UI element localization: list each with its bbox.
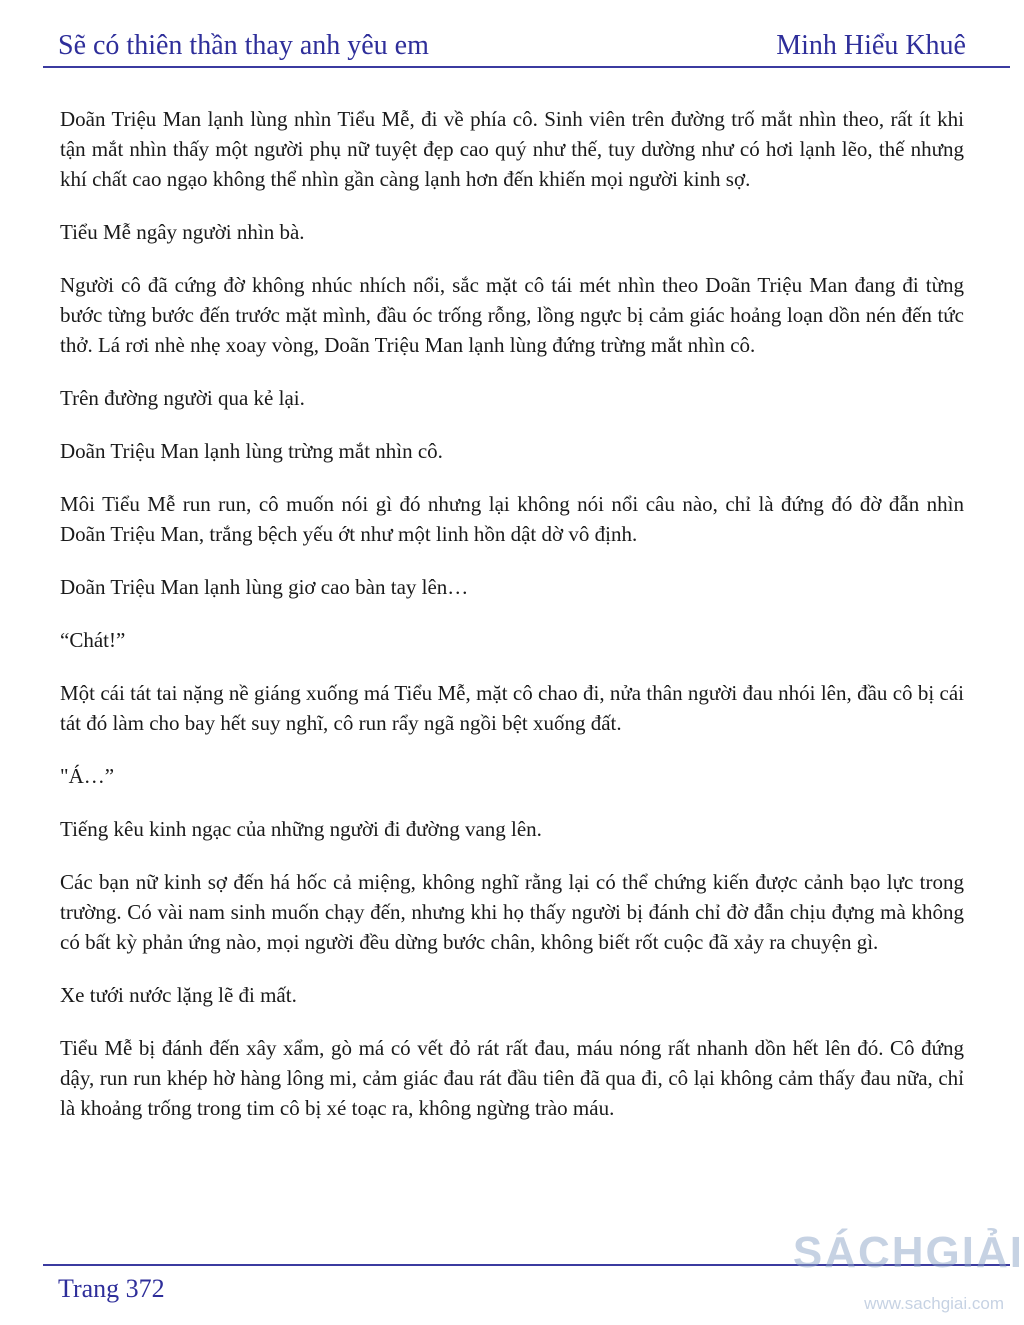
chapter-body — [60, 104, 964, 1146]
paragraph: Môi Tiểu Mễ run run, cô muốn nói gì đó nhưng lại không nói nổi câu nào, chỉ là đứng đó đờ đẫn nhìn Doãn Triệu Man, trắng bệch yếu ớt như một linh hồn dật dờ vô định. — [60, 492, 964, 546]
paragraph: Một cái tát tai nặng nề giáng xuống má Tiểu Mễ, mặt cô chao đi, nửa thân người đau nhói lên, đầu cô bị cái tát đó làm cho bay hết suy nghĩ, cô run rẩy ngã ngồi bệt xuống đất. — [60, 681, 964, 735]
watermark-url: www.sachgiai.com — [864, 1294, 1004, 1313]
paragraph: Trên đường người qua kẻ lại. — [60, 386, 305, 410]
paragraph: Tiểu Mễ ngây người nhìn bà. — [60, 220, 305, 244]
paragraph: Người cô đã cứng đờ không nhúc nhích nổi, sắc mặt cô tái mét nhìn theo Doãn Triệu Man đang đi từng bước từng bước đến trước mặt mình, đầu óc trống rỗng, lồng ngực bị cảm giác hoảng loạn dồn nén đến tức thở. Lá rơi nhè nhẹ xoay vòng, Doãn Triệu Man lạnh lùng đứng trừng mắt nhìn cô. — [60, 273, 964, 357]
paragraph: Doãn Triệu Man lạnh lùng giơ cao bàn tay lên… — [60, 575, 469, 599]
paragraph: Tiếng kêu kinh ngạc của những người đi đường vang lên. — [60, 817, 542, 841]
paragraph: “Chát!” — [60, 628, 126, 652]
paragraph: Doãn Triệu Man lạnh lùng trừng mắt nhìn cô. — [60, 439, 443, 463]
paragraph: Doãn Triệu Man lạnh lùng nhìn Tiểu Mễ, đi về phía cô. Sinh viên trên đường trố mắt nhìn theo, rất ít khi tận mắt nhìn thấy một người phụ nữ tuyệt đẹp cao quý như thế, tuy dường như có hơi lạnh lẽo, thế nhưng khí chất cao ngạo không thể nhìn gần càng lạnh hơn đến khiến mọi người kinh sợ. — [60, 107, 964, 191]
paragraph: Tiểu Mễ bị đánh đến xây xẩm, gò má có vết đỏ rát rất đau, máu nóng rất nhanh dồn hết lên đó. Cô đứng dậy, run run khép hờ hàng lông mi, cảm giác đau rát đầu tiên đã qua đi, cô lại không cảm thấy đau nữa, chỉ là khoảng trống trong tim cô bị xé toạc ra, không ngừng trào máu. — [60, 1036, 964, 1120]
page-number: Trang 372 — [58, 1274, 165, 1303]
watermark — [792, 1228, 1024, 1320]
paragraph: Xe tưới nước lặng lẽ đi mất. — [60, 983, 297, 1007]
header-divider — [43, 66, 1010, 68]
page-header — [58, 22, 966, 62]
paragraph: Các bạn nữ kinh sợ đến há hốc cả miệng, không nghĩ rằng lại có thể chứng kiến được cảnh bạo lực trong trường. Có vài nam sinh muốn chạy đến, nhưng khi họ thấy người bị đánh chỉ đờ đẫn chịu đựng mà không có bất kỳ phản ứng nào, mọi người đều dừng bước chân, không biết rốt cuộc đã xảy ra chuyện gì. — [60, 870, 964, 954]
paragraph: "Á…” — [60, 764, 115, 788]
author-name: Minh Hiểu Khuê — [776, 30, 966, 61]
watermark-logo: SÁCHGIẢI — [792, 1228, 1024, 1277]
book-title: Sẽ có thiên thần thay anh yêu em — [58, 30, 429, 61]
